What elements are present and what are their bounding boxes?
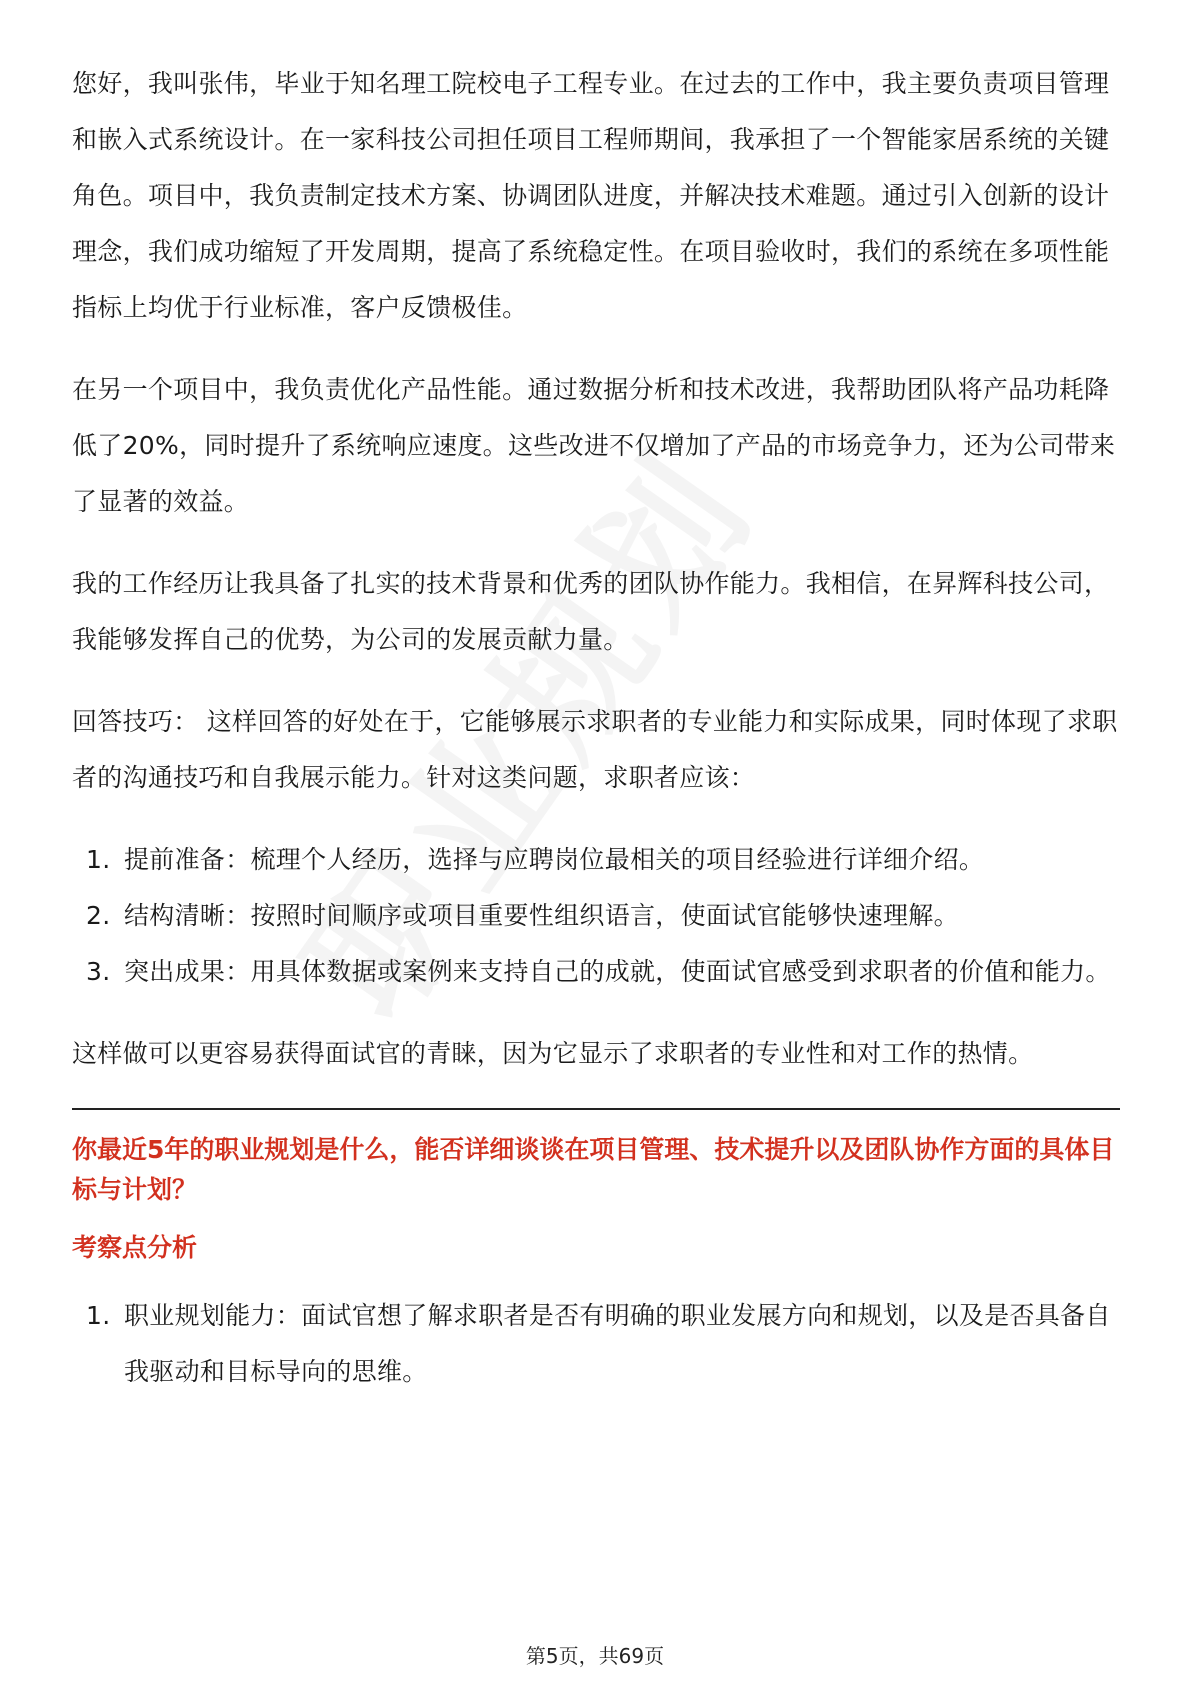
answer-paragraph-1: 您好，我叫张伟，毕业于知名理工院校电子工程专业。在过去的工作中，我主要负责项目管理和嵌入式系统设计。在一家科技公司担任项目工程师期间，我承担了一个智能家居系统的关键角色。项目中，我负责制定技术方案、协调团队进度，并解决技术难题。通过引入创新的设计理念，我们成功缩短了开发周期，提高了系统稳定性。在项目验收时，我们的系统在多项性能指标上均优于行业标准，客户反馈极佳。: [72, 69, 1110, 322]
list-item-text: 提前准备：梳理个人经历，选择与应聘岗位最相关的项目经验进行详细介绍。: [124, 845, 985, 874]
page-number: 第5页，共69页: [525, 1644, 665, 1668]
list-item: [72, 888, 1120, 944]
list-item: [72, 832, 1120, 888]
document-body: [72, 56, 1120, 1426]
list-item-text: 结构清晰：按照时间顺序或项目重要性组织语言，使面试官能够快速理解。: [124, 901, 959, 930]
list-item: [72, 944, 1120, 1000]
answer-paragraph-3: 我的工作经历让我具备了扎实的技术背景和优秀的团队协作能力。我相信，在昇辉科技公司，我能够发挥自己的优势，为公司的发展贡献力量。: [72, 569, 1110, 654]
list-item: [72, 1288, 1120, 1400]
interview-question: 你最近5年的职业规划是什么，能否详细谈谈在项目管理、技术提升以及团队协作方面的具体目标与计划？: [72, 1135, 1115, 1204]
analysis-list: [72, 1288, 1120, 1400]
list-item-number: 2.: [86, 901, 111, 930]
list-item-number: 1.: [86, 845, 111, 874]
list-item-number: 3.: [86, 957, 111, 986]
analysis-heading: 考察点分析: [72, 1233, 198, 1262]
list-item-text: 职业规划能力：面试官想了解求职者是否有明确的职业发展方向和规划，以及是否具备自我驱动和目标导向的思维。: [124, 1301, 1111, 1386]
section-divider: [72, 1108, 1120, 1110]
answer-tips-intro: 回答技巧： 这样回答的好处在于，它能够展示求职者的专业能力和实际成果，同时体现了求职者的沟通技巧和自我展示能力。针对这类问题，求职者应该：: [72, 707, 1118, 792]
closing-paragraph: 这样做可以更容易获得面试官的青睐，因为它显示了求职者的专业性和对工作的热情。: [72, 1039, 1034, 1068]
list-item-text: 突出成果：用具体数据或案例来支持自己的成就，使面试官感受到求职者的价值和能力。: [124, 957, 1111, 986]
list-item-number: 1.: [86, 1301, 111, 1330]
answer-paragraph-2: 在另一个项目中，我负责优化产品性能。通过数据分析和技术改进，我帮助团队将产品功耗降低了20%，同时提升了系统响应速度。这些改进不仅增加了产品的市场竞争力，还为公司带来了显著的效益。: [72, 375, 1116, 516]
tips-list: [72, 832, 1120, 1000]
